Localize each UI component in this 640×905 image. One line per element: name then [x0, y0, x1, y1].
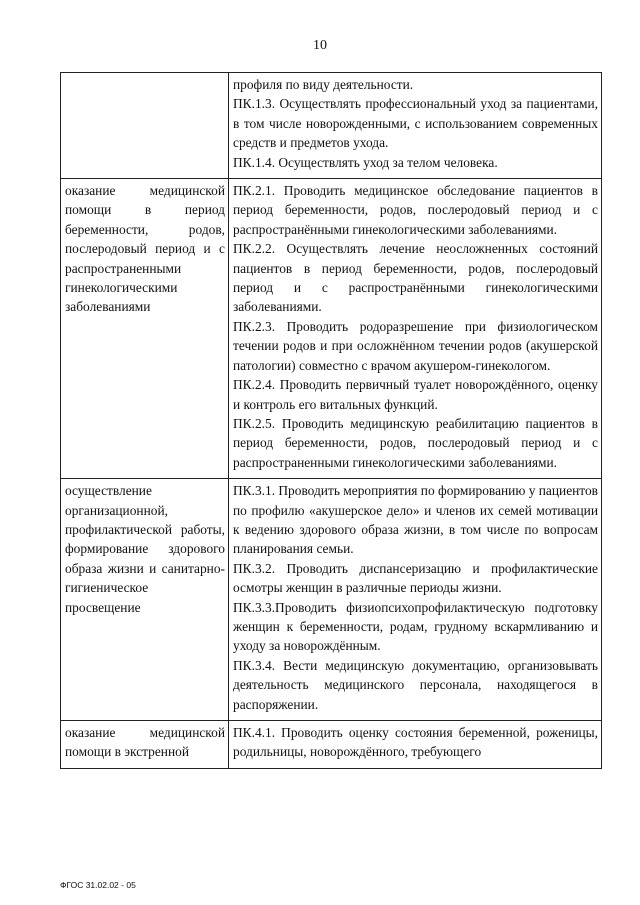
competency-item: ПК.2.2. Осуществлять лечение неосложненных состояний пациентов в период беременности, родов, послеродовый период и с распространёнными гинекологическими заболеваниями.	[233, 241, 598, 315]
competency-item: ПК.2.5. Проводить медицинскую реабилитацию пациентов в период беременности, родов, послеродовый период и с распространенными гинекологическими заболеваниями.	[233, 415, 598, 470]
competency-cell	[229, 179, 602, 479]
footer-code: ФГОС 31.02.02 - 05	[60, 880, 136, 890]
competency-cell	[229, 721, 602, 769]
competency-item: профиля по виду деятельности.	[233, 77, 414, 92]
competency-item: ПК.2.4. Проводить первичный туалет новорождённого, оценку и контроль его витальных функций.	[233, 377, 598, 412]
competency-item: ПК.3.2. Проводить диспансеризацию и профилактические осмотры женщин в различные периоды жизни.	[233, 560, 598, 596]
competency-item: ПК.3.1. Проводить мероприятия по формированию у пациентов по профилю «акушерское дело» и членов их семей мотивации к ведению здорового образа жизни, в том числе по вопросам планирования семьи.	[233, 483, 598, 557]
competency-item: ПК.4.1. Проводить оценку состояния беременной, роженицы, родильницы, новорождённого, требующего	[233, 725, 598, 760]
activity-cell: оказание медицинской помощи в период беременности, родов, послеродовый период и с распространенными гинекологическими заболеваниями	[61, 179, 229, 479]
activity-cell	[61, 73, 229, 179]
activity-cell: оказание медицинской помощи в экстренной	[61, 721, 229, 769]
competency-item: ПК.3.4. Вести медицинскую документацию, организовывать деятельность медицинского персонала, находящегося в распоряжении.	[233, 657, 598, 712]
table-row	[61, 479, 602, 721]
competency-item: ПК.2.1. Проводить медицинское обследование пациентов в период беременности, родов, послеродовый период и с распространёнными гинекологическими заболеваниями.	[233, 183, 598, 237]
table-row	[61, 73, 602, 179]
table-row	[61, 179, 602, 479]
competency-table	[60, 72, 602, 769]
competency-item: ПК.1.4. Осуществлять уход за телом человека.	[233, 154, 498, 170]
activity-cell: осуществление организационной, профилактической работы, формирование здорового образа жизни и санитарно-гигиеническое просвещение	[61, 479, 229, 721]
competency-item: ПК.2.3. Проводить родоразрешение при физиологическом течении родов и при осложнённом течении родов (акушерской патологии) совместно с врачом акушером-гинекологом.	[233, 318, 598, 373]
page-number: 10	[313, 38, 327, 53]
competency-cell	[229, 73, 602, 179]
competency-item: ПК.1.3. Осуществлять профессиональный уход за пациентами, в том числе новорожденными, с использованием современных средств и предметов ухода.	[233, 96, 598, 151]
competency-cell	[229, 479, 602, 721]
competency-item: ПК.3.3.Проводить физиопсихопрофилактическую подготовку женщин к беременности, родам, грудному вскармливанию и уходу за новорождённым.	[233, 599, 598, 654]
table-row	[61, 721, 602, 769]
